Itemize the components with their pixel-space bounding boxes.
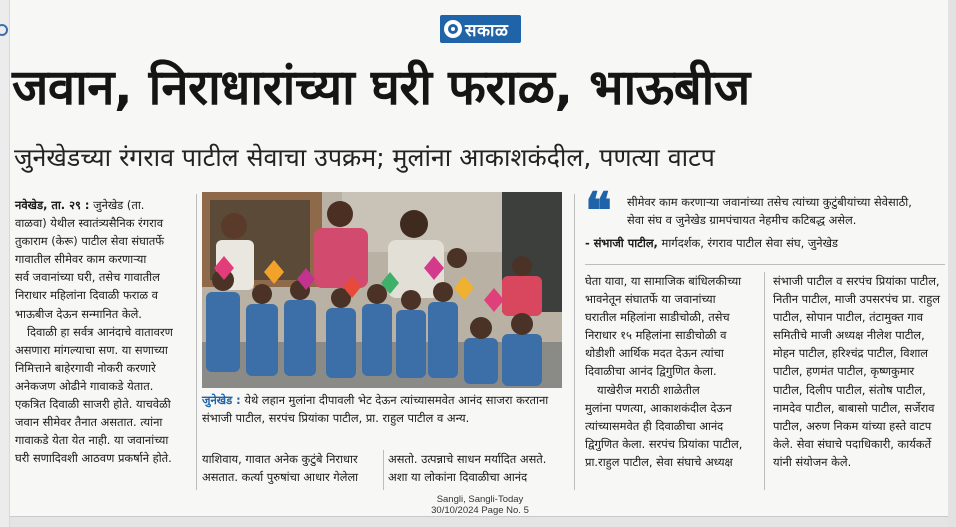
text-line: मुलांना पणत्या, आकाशकंदील देऊन xyxy=(585,400,732,415)
column-2a xyxy=(202,450,380,486)
text-line: निमित्ताने बाहेरगावी नोकरी करणारे xyxy=(15,360,156,375)
text-line: गावाकडे येता येत नाही. या जवानांच्या xyxy=(15,433,169,448)
text-line: नितीन पाटील, माजी उपसरपंच प्रा. राहुल xyxy=(773,292,940,307)
column-3 xyxy=(585,272,757,471)
text-line: पाटील, हणमंत पाटील, कृष्णकुमार xyxy=(773,364,915,379)
text-line: घरी सणादिवशी आठवण प्रकर्षाने होते. xyxy=(15,451,172,466)
text-line: जवान सीमेवर तैनात असतात. त्यांना xyxy=(15,415,163,430)
text-line: असणारा मांगल्याचा सण. या सणाच्या xyxy=(15,342,168,357)
text-line: दिवाळीचा आनंद द्विगुणित केला. xyxy=(585,364,717,379)
column-divider xyxy=(383,450,384,490)
text-line: निराधार महिलांना दिवाळी फराळ व xyxy=(15,288,159,303)
quote-mark-icon: ❝ xyxy=(585,181,612,240)
text-line: नवेखेड, ता. २९ : जुनेखेड (ता. xyxy=(15,198,145,212)
text-line: यांनी संयोजन केले. xyxy=(773,454,852,469)
text-line: अशा या लोकांना दिवाळीचा आनंद xyxy=(388,470,528,485)
text-line: वाळवा) येथील स्वातंत्र्यसैनिक रंगराव xyxy=(15,216,164,231)
adjacent-page-edge xyxy=(0,0,10,527)
text-line: याखेरीज मराठी शाळेतील xyxy=(597,382,700,397)
date-page-label: 30/10/2024 Page No. 5 xyxy=(431,505,529,516)
column-2b xyxy=(388,450,564,486)
text-line: असतो. उत्पन्नाचे साधन मर्यादित असते. xyxy=(388,452,547,466)
caption-place: जुनेखेड : xyxy=(202,393,241,407)
text-line: थोडीशी आर्थिक मदत देऊन त्यांचा xyxy=(585,346,724,361)
text-line: तुकाराम (केरू) पाटील सेवा संघातर्फे xyxy=(15,234,165,249)
quote-text: सीमेवर काम करणाऱ्या जवानांच्या तसेच त्यांच्या कुटुंबीयांच्या सेवेसाठी, सेवा संघ व जुनेखेड ग्रामपंचायत नेहमीच कटिबद्ध असेल. xyxy=(627,195,912,227)
dateline: नवेखेड, ता. २९ : xyxy=(15,198,90,212)
photo-caption xyxy=(202,391,564,427)
caption-text: येथे लहान मुलांना दीपावली भेट देऊन त्यांच्यासमवेत आनंद साजरा करताना संभाजी पाटील, सरपंच प्रियांका पाटील, प्रा. राहुल पाटील व अन्य. xyxy=(202,393,549,425)
text-line: प्रा.राहुल पाटील, सेवा संघाचे अध्यक्ष xyxy=(585,454,733,469)
text-line: नामदेव पाटील, बाबासो पाटील, सर्जेराव xyxy=(773,400,935,415)
quote-author-name: - संभाजी पाटील, xyxy=(585,236,658,250)
column-divider xyxy=(574,194,575,490)
text-line: घरातील महिलांना साडीचोळी, तसेच xyxy=(585,310,730,325)
text-line: निराधार १५ महिलांना साडीचोळी व xyxy=(585,328,727,343)
text-line: याशिवाय, गावात अनेक कुटुंबे निराधार xyxy=(202,452,358,466)
edition-label: Sangli, Sangli-Today xyxy=(436,494,524,505)
text-line: सर्व जवानांच्या घरी, तसेच गावातील xyxy=(15,270,160,285)
text-line: केले. सेवा संघाचे पदाधिकारी, कार्यकर्ते xyxy=(773,436,932,451)
text-line: त्यांच्यासमवेत ही दिवाळीचा आनंद xyxy=(585,418,724,433)
text-line: अनेकजण ओढीने गावाकडे येतात. xyxy=(15,378,154,393)
text-line: असतात. कर्त्या पुरुषांचा आधार गेलेला xyxy=(202,470,359,485)
sakal-emblem-icon xyxy=(444,20,462,38)
text-line: एकत्रित दिवाळी साजरी होते. याचवेळी xyxy=(15,397,171,412)
blue-circle-icon xyxy=(0,24,8,36)
text-line: संभाजी पाटील व सरपंच प्रियांका पाटील, xyxy=(773,274,940,288)
column-4 xyxy=(773,272,945,471)
pull-quote xyxy=(585,181,920,255)
article-photo xyxy=(202,192,562,388)
text-line: घेता यावा, या सामाजिक बांधिलकीच्या xyxy=(585,274,742,288)
sakal-logo xyxy=(440,15,521,43)
quote-author-role: मार्गदर्शक, रंगराव पाटील सेवा संघ, जुनेखेड xyxy=(661,236,839,250)
text-line: मोहन पाटील, हरिश्चंद्र पाटील, विशाल xyxy=(773,346,929,361)
headline: जवान, निराधारांच्या घरी फराळ, भाऊबीज xyxy=(12,59,750,116)
text-line: भावनेतून संघातर्फे या जवानांच्या xyxy=(585,292,716,307)
subheadline: जुनेखेडच्या रंगराव पाटील सेवाचा उपक्रम; मुलांना आकाशकंदील, पणत्या वाटप xyxy=(14,143,715,172)
next-article-strip xyxy=(10,516,948,527)
text-line: पाटील, दिलीप पाटील, संतोष पाटील, xyxy=(773,382,926,397)
quote-author xyxy=(585,234,920,252)
text-line: पाटील, अरुण निकम यांच्या हस्ते वाटप xyxy=(773,418,932,433)
quote-rule xyxy=(585,264,945,265)
logo-text: सकाळ xyxy=(465,20,509,41)
right-page-edge xyxy=(948,0,956,527)
text-line: पाटील, सोपान पाटील, तंटामुक्त गाव xyxy=(773,310,924,325)
text-line: भाऊबीज देऊन सन्मानित केले. xyxy=(15,306,142,321)
column-divider xyxy=(764,272,765,490)
text-line: गावातील सीमेवर काम करणाऱ्या xyxy=(15,252,147,267)
column-1 xyxy=(15,196,193,467)
text-line: दिवाळी हा सर्वत्र आनंदाचे वातावरण xyxy=(27,324,173,339)
text-line: द्विगुणित केला. सरपंच प्रियांका पाटील, xyxy=(585,436,743,451)
text-line: समितीचे माजी अध्यक्ष नीलेश पाटील, xyxy=(773,328,925,343)
page-footer xyxy=(380,494,580,516)
children-with-lanterns-photo xyxy=(202,192,562,388)
column-divider xyxy=(196,194,197,490)
